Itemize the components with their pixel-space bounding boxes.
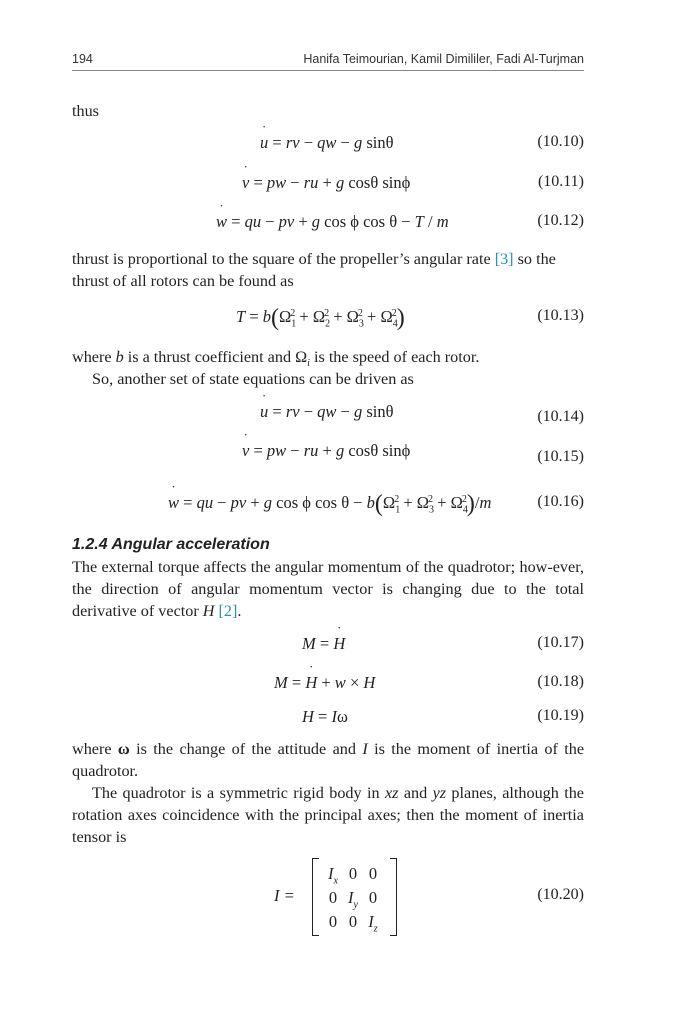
equation-10-19 [72,707,584,735]
matrix-cell: 0 [368,888,378,907]
equation-10-17 [72,634,584,662]
equation-number: (10.14) [537,408,584,425]
equation-10-20 [72,886,584,914]
equation-number: (10.13) [537,307,584,324]
matrix-label: I = [274,886,295,905]
equation-10-12 [72,212,584,240]
equation-10-10 [72,133,584,161]
equation-number: (10.12) [537,212,584,229]
equation-number: (10.15) [537,448,584,465]
section-heading: 1.2.4 Angular acceleration [72,536,270,553]
equation-number: (10.18) [537,673,584,690]
equation-body: u ˙ = rv − qw − g sinθ [260,402,394,422]
equation-body: M = H ˙ + w × H [274,673,375,693]
running-header [72,50,584,71]
equation-number: (10.11) [537,173,584,190]
matrix-cell: 0 [328,912,338,931]
matrix-cell: $I_z$ [368,912,378,935]
equation-number: (10.16) [537,493,584,510]
equation-10-14 [72,402,584,430]
equation-10-11 [72,173,584,201]
equation-body: u ˙ = rv − qw − g sinθ [260,133,394,153]
matrix-cell: 0 [348,864,358,883]
equation-10-16 [72,491,584,519]
citation-link[interactable]: [2] [218,602,238,620]
equation-body: w ˙ = qu − pv + g cos ϕ $\cos \theta - b(\Omega_1^2 + \Omega_3^2 + \Omega_4^2)/m$ [168,491,491,518]
paragraph-where-b: where b is a thrust coefficient and $\Omega_i$ is the speed of each rotor. [72,348,480,370]
equation-body: H = Iω [302,707,348,726]
page-number: 194 [72,52,93,66]
equation-10-18 [72,673,584,701]
paragraph-thrust: thrust is proportional to the square of the propeller’s angular rate [3] so the thrust of all rotors can be found as [72,250,556,290]
equation-10-13 [72,305,584,333]
matrix-cell: $I_y$ [348,888,358,911]
equation-body: $T = b(\Omega_1^2 + \Omega_2^2 + \Omega_3^2 + \Omega_4^2)$ [236,305,405,331]
matrix-cell: 0 [368,864,378,883]
matrix-cell: $I_x$ [328,864,338,887]
equation-10-15 [72,441,584,469]
paragraph-thus: thus [72,102,99,120]
book-page [72,0,584,1024]
matrix-cell: 0 [348,912,358,931]
equation-number: (10.17) [537,634,584,651]
citation-link[interactable]: [3] [494,250,514,268]
equation-body: w ˙ = qu − pv + g cos ϕ cos θ − T / m [216,212,449,232]
paragraph-torque: The external torque affects the angular momentum of the quadrotor; how-ever, the direction of angular momentum vector is changing due to the total derivative of vector H [2]. [72,558,584,620]
equation-body: v ˙ = pw − ru + g cosθ sinϕ [242,441,410,461]
equation-number: (10.10) [537,133,584,150]
paragraph-symmetric: The quadrotor is a symmetric rigid body in xz and yz planes, although the rotation axes coincidence with the principal axes; then the moment of inertia tensor is [72,784,584,846]
paragraph-where-omega: where ω is the change of the attitude and I is the moment of inertia of the quadrotor. [72,740,585,780]
matrix-cell: 0 [328,888,338,907]
equation-number: (10.20) [537,886,584,903]
equation-body: M = H ˙ [302,634,345,654]
running-header-authors: Hanifa Teimourian, Kamil Dimililer, Fadi Al-Turjman [303,52,584,66]
equation-body: v ˙ = pw − ru + g cosθ sinϕ [242,173,410,193]
paragraph-so-another: So, another set of state equations can be driven as [92,370,414,388]
equation-number: (10.19) [537,707,584,724]
